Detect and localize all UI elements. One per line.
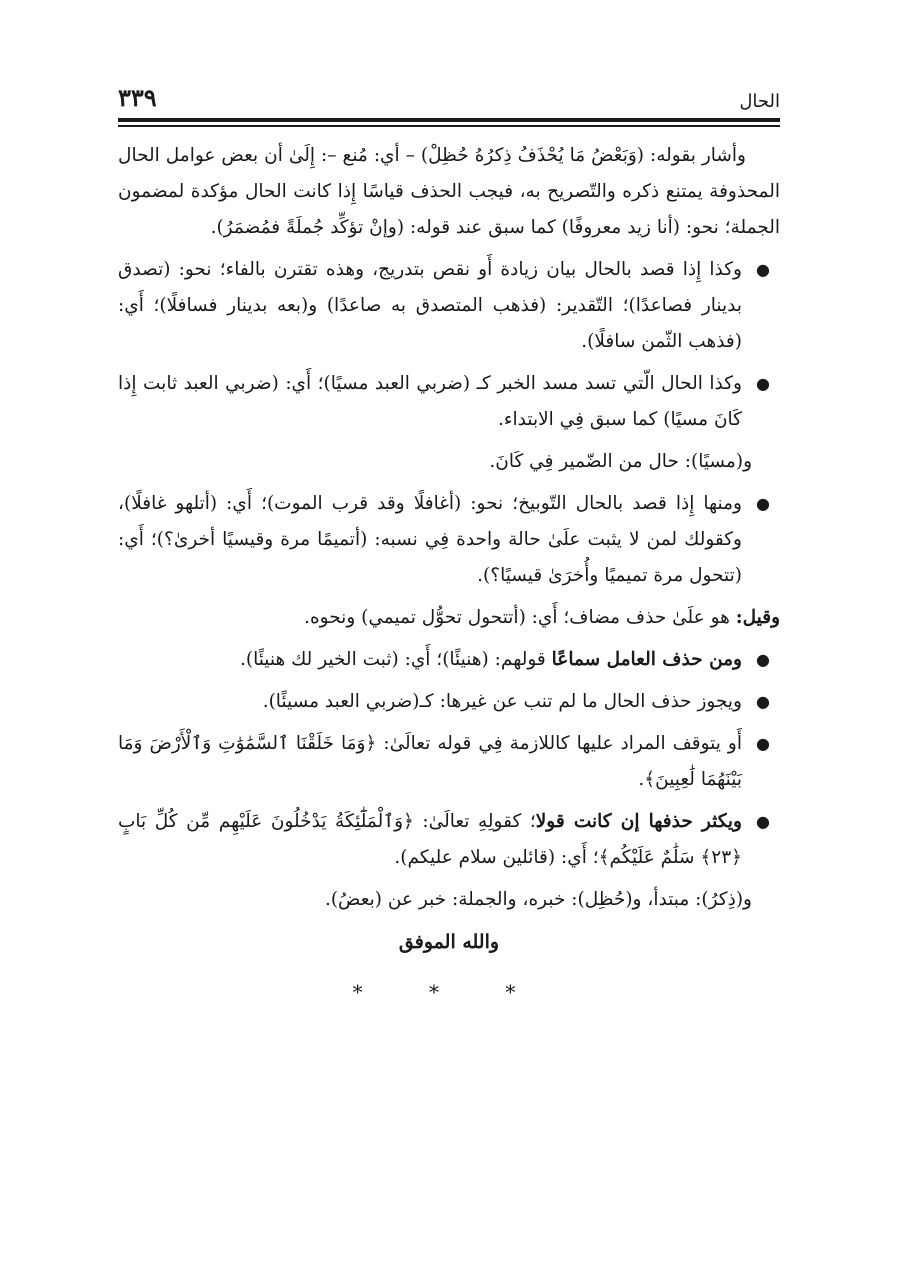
- note-paragraph: و(مسيًا): حال من الضّمير فِي كَانَ.: [489, 451, 752, 472]
- running-header: [118, 82, 780, 112]
- list-item-lead: ويكثر حذفها إن كانت قولا: [535, 811, 742, 832]
- section-divider-stars: * * *: [352, 980, 546, 1004]
- bullet-icon: ●: [756, 692, 770, 711]
- bullet-icon: ●: [756, 812, 770, 831]
- bullet-icon: ●: [756, 734, 770, 753]
- list-item: [118, 642, 780, 678]
- chapter-title: الحال: [739, 91, 780, 112]
- list-item-text: قولهم: (هنيئًا)؛ أَي: (ثبت الخير لك هنيئًا).: [239, 649, 552, 670]
- list-item: [118, 684, 780, 720]
- note-lead: وقيل:: [735, 607, 780, 628]
- list-item: [118, 366, 780, 438]
- intro-paragraph: وأشار بقوله: (وَبَعْضُ مَا يُحْذَفُ ذِكرُهُ حُظِلْ) – أي: مُنع –: إِلَىٰ أن بعض عوامل الحال المحذوفة يمتنع ذكره والتّصريح به، فيجب الحذف قياسًا إِذا كانت الحال مؤكدة لمضمون الجملة؛ نحو: (أنا زيد معروفًا) كما سبق عند قوله: (وإنْ تؤكِّد جُملَةً فمُضمَرُ).: [118, 145, 780, 238]
- list-item: [118, 804, 780, 876]
- list-item-text: وكذا إِذا قصد بالحال بيان زيادة أَو نقص بتدريج، وهذه تقترن بالفاء؛ نحو: (تصدق بدينار فصاعدًا)؛ التّقدير: (فذهب المتصدق به صاعدًا) و(بعه بدينار فسافلًا)؛ أَي: (فذهب الثّمن سافلًا).: [118, 259, 742, 352]
- list-item: [118, 252, 780, 360]
- list-item-text: وكذا الحال الّتي تسد مسد الخبر كـ (ضربي العبد مسيًا)؛ أَي: (ضربي العبد ثابت إِذا كَانَ مسيًا) كما سبق فِي الابتداء.: [118, 373, 742, 430]
- note-paragraph: [118, 600, 780, 636]
- list-item-lead: ومن حذف العامل سماعًا: [551, 649, 742, 670]
- list-item: [118, 486, 780, 594]
- bullet-icon: ●: [756, 374, 770, 393]
- bullet-icon: ●: [756, 260, 770, 279]
- header-rule-thin: [118, 125, 780, 127]
- list-item-text: أَو يتوقف المراد عليها كاللازمة فِي قوله تعالَىٰ: ﴿وَمَا خَلَقْنَا ٱلسَّمَٰوَٰتِ وَٱلْأَرْضَ وَمَا بَيْنَهُمَا لَٰعِبِينَ﴾.: [118, 733, 742, 790]
- list-item: [118, 726, 780, 798]
- list-item-text: ويجوز حذف الحال ما لم تنب عن غيرها: كـ(ضربي العبد مسيئًا).: [262, 691, 742, 712]
- list-item-text: ؛ كقولِهِ تعالَىٰ: ﴿وَٱلْمَلَٰٓئِكَةُ يَدْخُلُونَ عَلَيْهِم مِّن كُلِّ بَابٍ ﴿٢٣﴾ سَلَٰمٌ عَلَيْكُم﴾؛ أَي: (قائلين سلام عليكم).: [118, 811, 742, 868]
- list-item-text: ومنها إِذا قصد بالحال التّوبيخ؛ نحو: (أغافلًا وقد قرب الموت)؛ أَي: (أتلهو غافلًا)، وكقولك لمن لا يثبت علَىٰ حالة واحدة فِي نسبه: (أتميمًا مرة وقيسيًا أخرىٰ؟)؛ أَي: (تتحول مرة تميميًا وأُخرَىٰ قيسيًا؟).: [118, 493, 742, 586]
- note-paragraph: و(ذِكرُ): مبتدأ، و(حُظِل): خبره، والجملة: خبر عن (بعضُ).: [324, 889, 752, 910]
- note-text: هو علَىٰ حذف مضاف؛ أَي: (أتتحول تحوُّل تميمي) ونحوه.: [304, 607, 736, 628]
- bullet-icon: ●: [756, 650, 770, 669]
- bullet-icon: ●: [756, 494, 770, 513]
- page-number: ٣٣٩: [118, 83, 157, 112]
- header-rule-thick: [118, 118, 780, 122]
- body-text: [118, 138, 780, 1010]
- closing-phrase: والله الموفق: [398, 931, 500, 953]
